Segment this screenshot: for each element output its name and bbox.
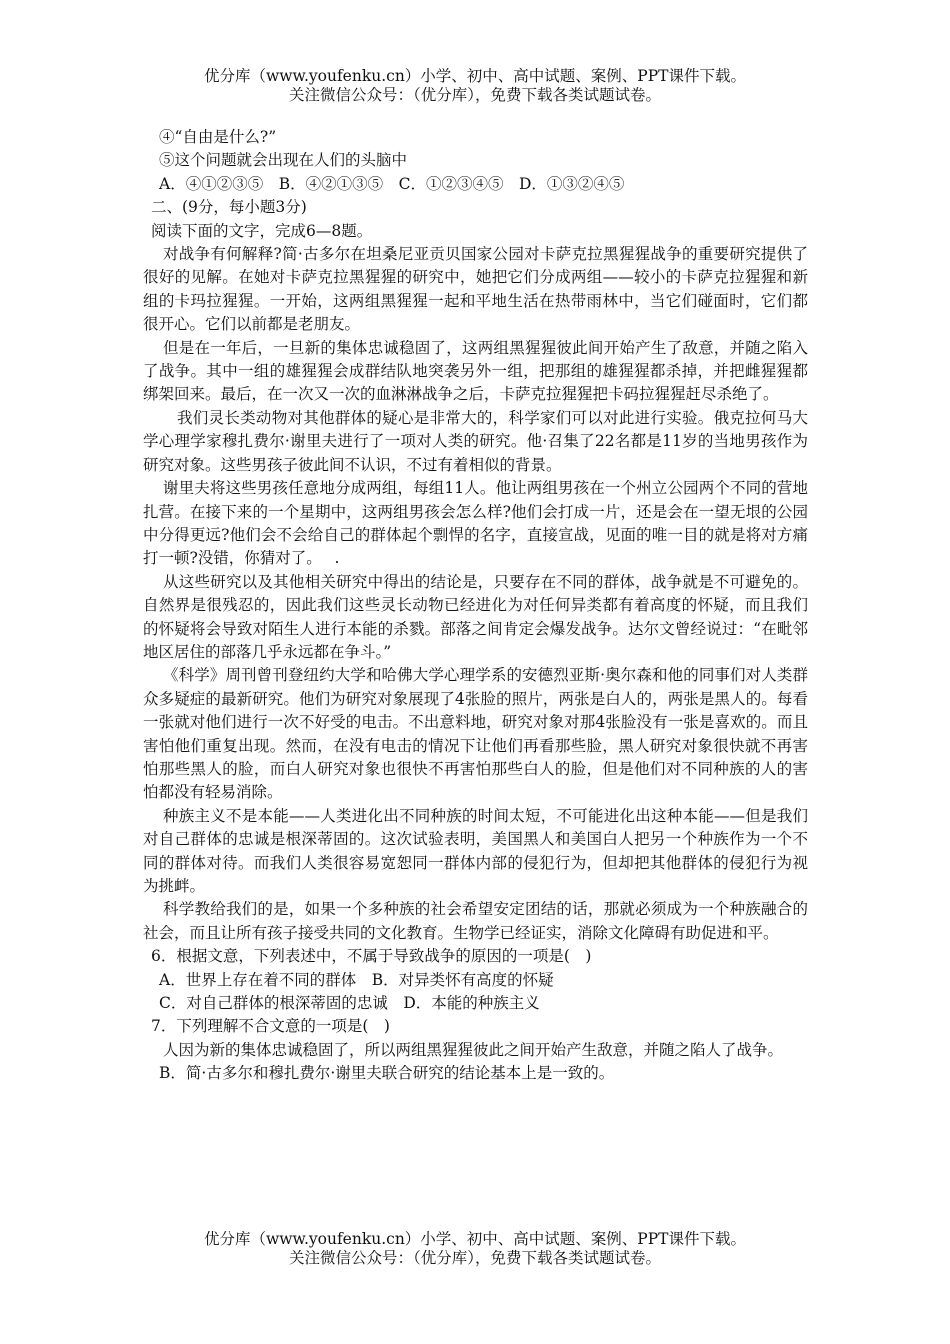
- q6-options-ab: A．世界上存在着不同的群体 B．对异类怀有高度的怀疑: [159, 970, 554, 989]
- document-body: [143, 126, 808, 1086]
- page-header: [0, 67, 950, 105]
- passage-paragraph: 谢里夫将这些男孩任意地分成两组，每组11人。他让两组男孩在一个州立公园两个不同的营地扎营。在接下来的一个星期中，这两组男孩会怎么样?他们会打成一片，还是会在一望无垠的公园中分得更远?他们会不会给自己的群体起个剽悍的名字，直接宣战，见面的唯一目的就是将对方痛打一顿?没错，你猜对了。 .: [143, 479, 808, 568]
- header-line-1: 优分库（www.youfenku.cn）小学、初中、高中试题、案例、PPT课件下载。: [203, 67, 747, 85]
- passage-paragraph: 从这些研究以及其他相关研究中得出的结论是，只要存在不同的群体，战争就是不可避免的。自然界是很残忍的，因此我们这些灵长动物已经进化为对任何异类都有着高度的怀疑，而且我们的怀疑将会导致对陌生人进行本能的杀戮。部落之间肯定会爆发战争。达尔文曾经说过：“在毗邻地区居住的部落几乎永远都在争斗。”: [143, 572, 808, 661]
- q7-option-b: B．简·古多尔和穆扎费尔·谢里夫联合研究的结论基本上是一致的。: [159, 1064, 615, 1083]
- passage-paragraph: 但是在一年后，一旦新的集体忠诚稳固了，这两组黑猩猩彼此间开始产生了敌意，并随之陷入了战争。其中一组的雄猩猩会成群结队地突袭另外一组，把那组的雄猩猩都杀掉，并把雌猩猩都绑架回来。最后，在一次又一次的血淋淋战争之后，卡萨克拉猩猩把卡码拉猩猩赶尽杀绝了。: [143, 338, 808, 404]
- q6-stem: 6．根据文意，下列表述中，不属于导致战争的原因的一项是( ): [151, 947, 592, 966]
- passage-paragraph: 我们灵长类动物对其他群体的疑心是非常大的，科学家们可以对此进行实验。俄克拉何马大学心理学家穆扎费尔·谢里夫进行了一项对人类的研究。他·召集了22名都是11岁的当地男孩作为研究对象。这些男孩子彼此间不认识，不过有着相似的背景。: [143, 408, 808, 474]
- q5-options: A．④①②③⑤ B．④②①③⑤ C．①②③④⑤ D．①③②④⑤: [159, 174, 625, 193]
- q6-options-cd: C．对自己群体的根深蒂固的忠诚 D．本能的种族主义: [159, 994, 540, 1013]
- footer-line-2: 关注微信公众号：（优分库），免费下载各类试题试卷。: [288, 1249, 661, 1267]
- footer-line-1: 优分库（www.youfenku.cn）小学、初中、高中试题、案例、PPT课件下载。: [203, 1230, 747, 1248]
- page-footer: [0, 1230, 950, 1268]
- q5-item-5: ⑤这个问题就会出现在人们的头脑中: [159, 151, 408, 170]
- passage-paragraph: 《科学》周刊曾刊登纽约大学和哈佛大学心理学系的安德烈亚斯·奥尔森和他的同事们对人类群众多疑症的最新研究。他们为研究对象展现了4张脸的照片，两张是白人的，两张是黑人的。每看一张就对他们进行一次不好受的电击。不出意料地，研究对象对那4张脸没有一张是喜欢的。而且害怕他们重复出现。然而，在没有电击的情况下让他们再看那些脸，黑人研究对象很快就不再害怕那些黑人的脸，而白人研究对象也很快不再害怕那些白人的脸，但是他们对不同种族的人的害怕都没有轻易消除。: [143, 666, 808, 802]
- passage-paragraph: 对战争有何解释?简·古多尔在坦桑尼亚贡贝国家公园对卡萨克拉黑猩猩战争的重要研究提供了很好的见解。在她对卡萨克拉黑猩猩的研究中，她把它们分成两组——较小的卡萨克拉猩猩和新组的卡玛拉猩猩。一开始，这两组黑猩猩一起和平地生活在热带雨林中，当它们碰面时，它们都很开心。它们以前都是老朋友。: [143, 245, 808, 334]
- q7-option-a: 人因为新的集体忠诚稳固了，所以两组黑猩猩彼此之间开始产生敌意，并随之陷人了战争。: [163, 1040, 784, 1059]
- section-2-instruction: 阅读下面的文字，完成6—8题。: [151, 221, 373, 240]
- passage-paragraph: 科学教给我们的是，如果一个多种族的社会希望安定团结的话，那就必须成为一个种族融合的社会，而且让所有孩子接受共同的文化教育。生物学已经证实，消除文化障碍有助促进和平。: [143, 900, 808, 942]
- q7-stem: 7．下列理解不合文意的一项是( ): [151, 1017, 390, 1036]
- header-line-2: 关注微信公众号：（优分库），免费下载各类试题试卷。: [288, 86, 661, 104]
- section-2-title: 二、(9分，每小题3分): [151, 198, 307, 217]
- passage-paragraph: 种族主义不是本能——人类进化出不同种族的时间太短，不可能进化出这种本能——但是我们对自己群体的忠诚是根深蒂固的。这次试验表明，美国黑人和美国白人把另一个种族作为一个不同的群体对待。而我们人类很容易宽恕同一群体内部的侵犯行为，但却把其他群体的侵犯行为视为挑衅。: [143, 806, 808, 895]
- q5-item-4: ④“自由是什么?”: [159, 128, 277, 146]
